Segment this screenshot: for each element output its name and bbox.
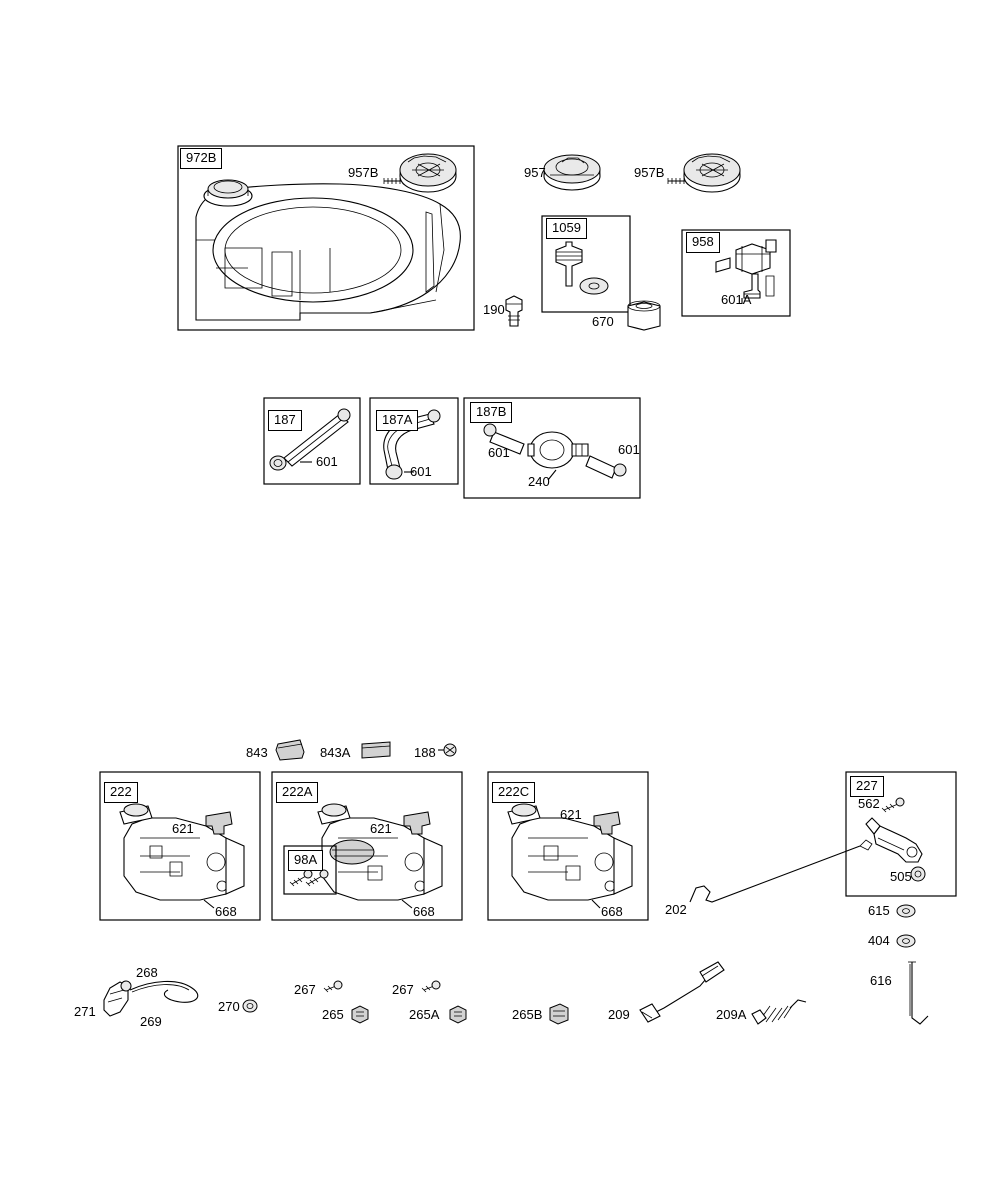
callout-621-222c: 621 xyxy=(560,807,582,822)
panel-label-222: 222 xyxy=(104,782,138,803)
art-nut-265 xyxy=(352,1006,368,1023)
art-blower-housing xyxy=(196,180,460,320)
callout-616: 616 xyxy=(870,973,892,988)
callout-505: 505 xyxy=(890,869,912,884)
art-spring-209 xyxy=(640,962,724,1022)
callout-957: 957 xyxy=(524,165,546,180)
art-nut-265b xyxy=(550,1004,568,1024)
callout-188: 188 xyxy=(414,745,436,760)
art-fuel-shutoff-958 xyxy=(716,240,776,298)
art-part-843 xyxy=(276,740,304,760)
panel-label-187: 187 xyxy=(268,410,302,431)
panel-label-98a: 98A xyxy=(288,850,323,871)
callout-601-187b-left: 601 xyxy=(488,445,510,460)
art-spring-209a xyxy=(752,1000,806,1024)
callout-267-left: 267 xyxy=(294,982,316,997)
panel-label-1059: 1059 xyxy=(546,218,587,239)
callout-957b-2: 957B xyxy=(634,165,665,180)
callout-267-right: 267 xyxy=(392,982,414,997)
callout-562: 562 xyxy=(858,796,880,811)
art-carburetor-222a xyxy=(318,804,442,908)
callout-240: 240 xyxy=(528,474,550,489)
callout-601-187: 601 xyxy=(316,454,338,469)
callout-668-222: 668 xyxy=(215,904,237,919)
art-rod-616 xyxy=(908,962,928,1024)
panel-label-187b: 187B xyxy=(470,402,512,423)
art-screw-267-right xyxy=(422,981,440,992)
callout-615: 615 xyxy=(868,903,890,918)
art-screws-98a xyxy=(290,870,328,886)
callout-668-222c: 668 xyxy=(601,904,623,919)
art-bushing-670 xyxy=(628,301,660,330)
callout-209: 209 xyxy=(608,1007,630,1022)
callout-601-187b-right: 601 xyxy=(618,442,640,457)
panel-label-222a: 222A xyxy=(276,782,318,803)
callout-957b-1: 957B xyxy=(348,165,379,180)
panel-label-187a: 187A xyxy=(376,410,418,431)
callout-265: 265 xyxy=(322,1007,344,1022)
panel-label-972b: 972B xyxy=(180,148,222,169)
art-washer-404 xyxy=(897,935,915,947)
panel-label-227: 227 xyxy=(850,776,884,797)
art-washer-615 xyxy=(897,905,915,917)
callout-601a: 601A xyxy=(721,292,752,307)
callout-621-222a: 621 xyxy=(370,821,392,836)
art-fuel-cap-957 xyxy=(544,155,600,190)
panel-label-222c: 222C xyxy=(492,782,535,803)
callout-404: 404 xyxy=(868,933,890,948)
callout-601-187a: 601 xyxy=(410,464,432,479)
callout-271: 271 xyxy=(74,1004,96,1019)
callout-209a: 209A xyxy=(716,1007,747,1022)
callout-843a: 843A xyxy=(320,745,351,760)
callout-270: 270 xyxy=(218,999,240,1014)
callout-668-222a: 668 xyxy=(413,904,435,919)
callout-269: 269 xyxy=(140,1014,162,1029)
art-part-843a xyxy=(362,742,390,758)
callout-843: 843 xyxy=(246,745,268,760)
art-link-rod-202 xyxy=(690,840,872,902)
art-part-188 xyxy=(438,744,456,756)
callout-202: 202 xyxy=(665,902,687,917)
art-starter-cap-1 xyxy=(400,154,456,192)
callout-265b: 265B xyxy=(512,1007,543,1022)
art-fitting-190 xyxy=(506,296,522,326)
art-fuel-valve-1059 xyxy=(556,242,608,294)
callout-621-222: 621 xyxy=(172,821,194,836)
art-carburetor-222 xyxy=(120,804,244,908)
callout-265a: 265A xyxy=(409,1007,440,1022)
panel-label-958: 958 xyxy=(686,232,720,253)
callout-670: 670 xyxy=(592,314,614,329)
callout-268: 268 xyxy=(136,965,158,980)
callout-190: 190 xyxy=(483,302,505,317)
art-nut-265a xyxy=(450,1006,466,1023)
art-starter-cap-2 xyxy=(684,154,740,192)
art-screw-267-left xyxy=(324,981,342,992)
